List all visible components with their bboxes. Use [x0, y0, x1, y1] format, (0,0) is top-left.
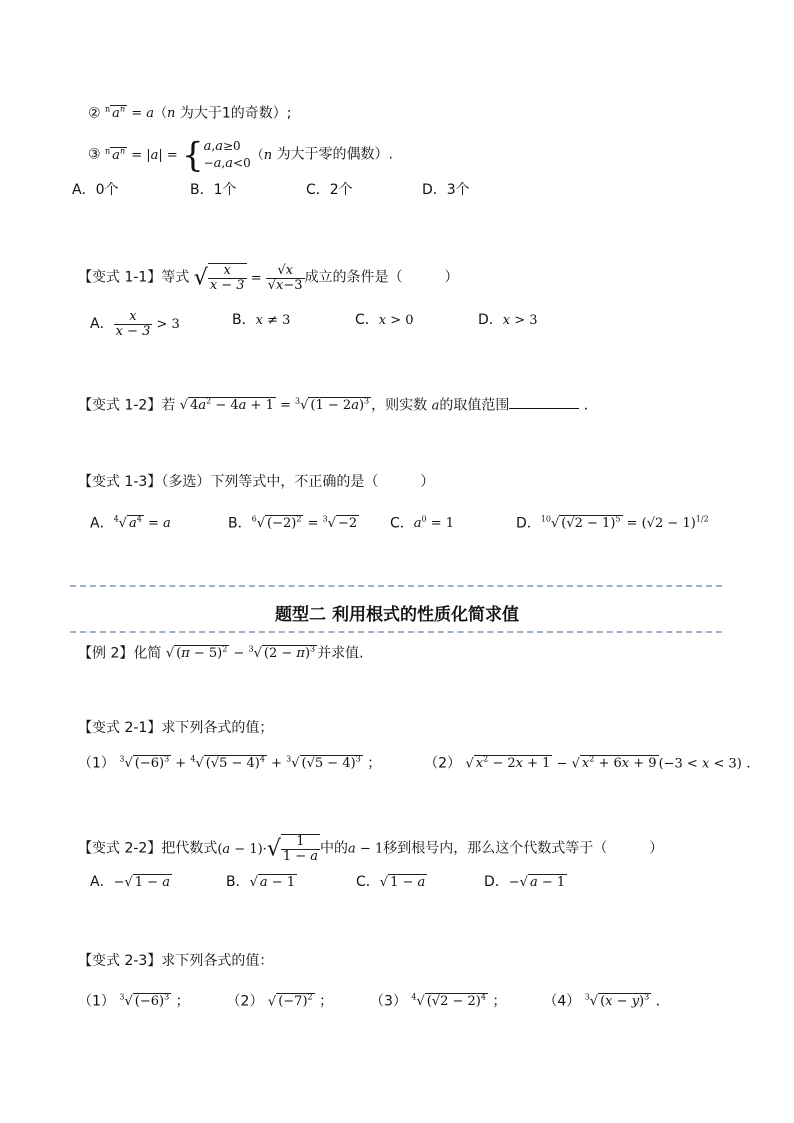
- variant-2-1-parts: [78, 750, 760, 774]
- section-separator-top: [70, 585, 722, 587]
- v21-part1-formula: $^3$√ $(-6)^3 + ^4√$ $(√5 - 4)^4 + ^3√$ $(√5 - 4)^3$: [119, 755, 361, 772]
- section-separator-bottom: [70, 631, 722, 633]
- variant-1-3-tag: 【变式 1-3】: [78, 474, 162, 490]
- variant-2-3-text: 求下列各式的值：: [161, 953, 274, 969]
- v13-option-b-label: B．: [228, 515, 252, 532]
- v23-end: ．: [655, 993, 670, 1010]
- statement-3-text: 为大于零的偶数）.: [276, 146, 394, 163]
- v13-option-d-label: D．: [516, 515, 541, 532]
- v23-semi-1: ；: [175, 993, 190, 1010]
- v23-semi-2: ；: [319, 993, 334, 1010]
- variant-2-2-tag: 【变式 2-2】: [78, 840, 162, 857]
- variant-2-2-mid: 中的: [320, 840, 349, 857]
- q1-option-a[interactable]: A．0个: [72, 182, 119, 198]
- formula-3: $^n$ $a^n = |a| = \{a,a\ge 0$ −a,a<0（n: [105, 135, 273, 175]
- v11-option-a[interactable]: A． $\frac{x}{x - 3}$ > 3: [90, 309, 180, 339]
- example-2: [78, 640, 364, 664]
- v23-part3-label: （3）: [369, 993, 407, 1010]
- v13-option-a-label: A．: [90, 515, 114, 532]
- v11-option-a-label: A．: [90, 316, 114, 332]
- variant-1-1: [78, 263, 459, 293]
- variant-1-1-post: 成立的条件是（ ）: [304, 269, 459, 286]
- variant-2-3: [78, 951, 273, 971]
- statement-2: [88, 100, 292, 124]
- v21-semi: ；: [367, 755, 382, 772]
- v22-option-b[interactable]: B．√ a − 1: [226, 874, 296, 890]
- v13-option-c-label: C．: [390, 515, 414, 532]
- v23-part3-formula: $^4$√ $(√2 - 2)^4$: [411, 993, 486, 1010]
- statement-2-text: 为大于1的奇数）;: [179, 105, 292, 122]
- variant-1-1-formula: √ $\frac{x}{x - 3}$ = $\frac{√x}{√x-3}$: [193, 262, 303, 293]
- v13-option-a[interactable]: A．$^4$√ $a^4 = a$: [90, 515, 171, 532]
- variant-2-1-tag: 【变式 2-1】: [78, 720, 162, 736]
- formula-2: $^n$ $a^n = a(n$: [105, 105, 176, 122]
- variant-2-2-post: 移到根号内，那么这个代数式等于（ ）: [383, 840, 664, 857]
- v22-option-d[interactable]: D．−√ a − 1: [484, 874, 566, 890]
- example-2-post: 并求值.: [317, 645, 364, 662]
- v23-part4-label: （4）: [543, 993, 581, 1010]
- example-2-formula: √ $(\pi - 5)^2 - ^3√$ $(2 - \pi)^3$: [165, 645, 316, 662]
- variant-1-1-pre: 等式: [161, 269, 190, 286]
- v11-option-c-label: C．: [355, 312, 379, 328]
- v13-option-b[interactable]: B．$^6$√ $(-2)^2 = ^3√ -2$: [228, 515, 358, 532]
- variant-1-2: [78, 392, 598, 416]
- v23-part1-formula: $^3$√ $(-6)^3$: [119, 993, 170, 1010]
- statement-3: [88, 135, 394, 175]
- example-2-pre: 化简: [133, 645, 162, 662]
- variant-2-2: [78, 834, 663, 864]
- v11-option-b[interactable]: B．x ≠ 3: [232, 312, 291, 328]
- v23-part2-formula: √ $(-7)^2$: [267, 993, 313, 1010]
- variant-1-3: [78, 472, 434, 492]
- v23-semi-3: ；: [492, 993, 507, 1010]
- circle-3: ③: [88, 146, 101, 163]
- v21-end: ．: [746, 755, 761, 772]
- v23-part1-label: （1）: [78, 993, 115, 1010]
- variant-2-3-parts: [78, 988, 670, 1012]
- variant-1-1-tag: 【变式 1-1】: [78, 269, 162, 286]
- v23-part2-label: （2）: [226, 993, 264, 1010]
- v22-option-a-label: A．: [90, 874, 114, 890]
- v22-option-d-label: D．: [484, 874, 509, 890]
- variant-1-2-pre: 若: [161, 397, 176, 414]
- v11-option-b-label: B．: [232, 312, 256, 328]
- answer-blank[interactable]: [509, 408, 579, 409]
- v22-option-a[interactable]: A．−√ 1 − a: [90, 874, 170, 890]
- v23-part4-formula: $^3$√ $(x - y)^3$: [584, 993, 650, 1010]
- variant-1-2-post: ，则实数: [371, 397, 428, 414]
- v13-option-d[interactable]: D．$^{10}$√ $(√2 - 1)^5 = (√2 - 1)^{1/2}$: [516, 515, 709, 532]
- v21-part2-label: （2）: [424, 755, 462, 772]
- variant-1-2-tag: 【变式 1-2】: [78, 397, 162, 414]
- variant-1-2-post2: 的取值范围: [439, 397, 510, 414]
- q1-option-b[interactable]: B．1个: [190, 182, 237, 198]
- v22-option-c-label: C．: [356, 874, 380, 890]
- v11-option-d-label: D．: [478, 312, 503, 328]
- section-title: 题型二 利用根式的性质化简求值: [275, 605, 519, 625]
- v13-option-c[interactable]: C．$a^0 = 1$: [390, 515, 455, 532]
- variant-2-3-tag: 【变式 2-3】: [78, 953, 162, 969]
- variant-2-2-term: a − 1: [348, 841, 384, 857]
- variant-1-3-text: （多选）下列等式中，不正确的是（ ）: [161, 474, 435, 490]
- variant-1-2-var: a: [431, 398, 440, 414]
- example-2-tag: 【例 2】: [78, 645, 134, 662]
- circle-2: ②: [88, 105, 101, 122]
- v21-part2-formula: √ $x^2 - 2x + 1$ − √ $x^2 + 6x + 9$ (−3 < x < 3): [465, 755, 742, 772]
- q1-option-d[interactable]: D．3个: [422, 182, 470, 198]
- variant-1-2-end: ．: [583, 397, 598, 414]
- v22-option-b-label: B．: [226, 874, 250, 890]
- variant-2-1-text: 求下列各式的值；: [161, 720, 274, 736]
- v22-option-c[interactable]: C．√ 1 − a: [356, 874, 426, 890]
- variant-2-2-pre: 把代数式: [161, 840, 218, 857]
- variant-2-2-formula: (a − 1)·√ $\frac{1}{1 - a}$: [217, 834, 319, 864]
- v11-option-d[interactable]: D．x > 3: [478, 312, 538, 328]
- v21-part1-label: （1）: [78, 755, 115, 772]
- q1-option-c[interactable]: C．2个: [306, 182, 353, 198]
- variant-1-2-formula: √ $4a^2 - 4a + 1 = ^3√$ $(1 - 2a)^3$: [179, 397, 370, 414]
- variant-2-1: [78, 718, 273, 738]
- v11-option-c[interactable]: C．x > 0: [355, 312, 414, 328]
